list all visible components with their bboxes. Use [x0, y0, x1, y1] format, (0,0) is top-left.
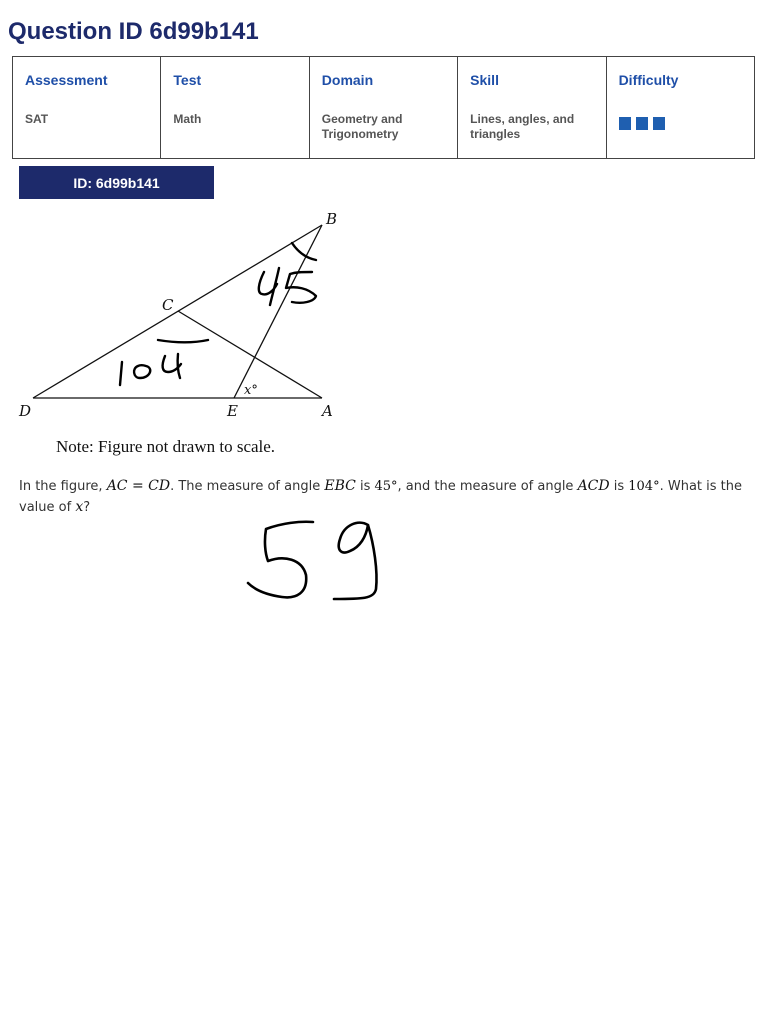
- difficulty-box-icon: [653, 117, 665, 130]
- question-id-badge: ID: 6d99b141: [19, 166, 214, 199]
- label-d: D: [19, 402, 32, 420]
- label-e: E: [227, 402, 238, 420]
- domain-cell: [309, 57, 457, 159]
- question-text-part: , and the measure of angle: [397, 479, 578, 494]
- label-b: B: [326, 210, 338, 228]
- test-value: Math: [173, 112, 202, 126]
- handwritten-digit-5-answer: [248, 522, 313, 598]
- label-x-angle: x°: [244, 383, 258, 398]
- math-expression: ACD: [577, 478, 610, 494]
- label-c: C: [162, 296, 174, 314]
- math-expression: 45°: [374, 479, 398, 494]
- math-expression: EBC: [324, 478, 356, 494]
- difficulty-heading: Difficulty: [618, 72, 679, 88]
- question-text-part: . What is the value of: [19, 479, 742, 515]
- test-cell: [161, 57, 309, 159]
- triangle-figure: [0, 200, 360, 425]
- page-title: Question ID 6d99b141: [8, 18, 259, 45]
- handwritten-overbar: [158, 340, 208, 342]
- assessment-heading: Assessment: [25, 72, 108, 88]
- handwritten-annotations: [120, 243, 316, 385]
- handwritten-digit-1: [120, 362, 122, 385]
- test-heading: Test: [173, 72, 202, 88]
- handwritten-digit-9-answer: [334, 523, 377, 599]
- question-text-part: ?: [83, 500, 91, 515]
- question-text: [19, 476, 744, 518]
- domain-value: Geometry and Trigonometry: [321, 112, 403, 141]
- figure-note: Note: Figure not drawn to scale.: [56, 437, 276, 456]
- question-text-part: In the figure,: [19, 479, 107, 494]
- math-expression: x: [75, 499, 84, 515]
- handwritten-digit-0: [134, 365, 150, 378]
- domain-heading: Domain: [321, 72, 374, 88]
- question-text-part: . The measure of angle: [170, 479, 325, 494]
- handwritten-answer: [240, 515, 390, 610]
- question-info-table: [12, 56, 755, 159]
- difficulty-indicator: [619, 117, 742, 130]
- angle-arc-b: [292, 243, 316, 260]
- handwritten-digit-4: [259, 268, 279, 305]
- handwritten-digit-5: [286, 272, 316, 303]
- skill-value: Lines, angles, and triangles: [470, 112, 575, 141]
- question-text-part: is: [609, 479, 629, 494]
- skill-cell: [458, 57, 606, 159]
- difficulty-box-icon: [619, 117, 631, 130]
- difficulty-box-icon: [636, 117, 648, 130]
- difficulty-cell: [606, 57, 754, 159]
- handwritten-digit-4b: [163, 354, 181, 378]
- label-a: A: [322, 402, 333, 420]
- question-text-part: is: [355, 479, 375, 494]
- math-expression: 104°: [628, 479, 660, 494]
- math-expression: AC = CD: [106, 478, 171, 494]
- skill-heading: Skill: [470, 72, 499, 88]
- assessment-cell: [13, 57, 161, 159]
- assessment-value: SAT: [25, 112, 49, 126]
